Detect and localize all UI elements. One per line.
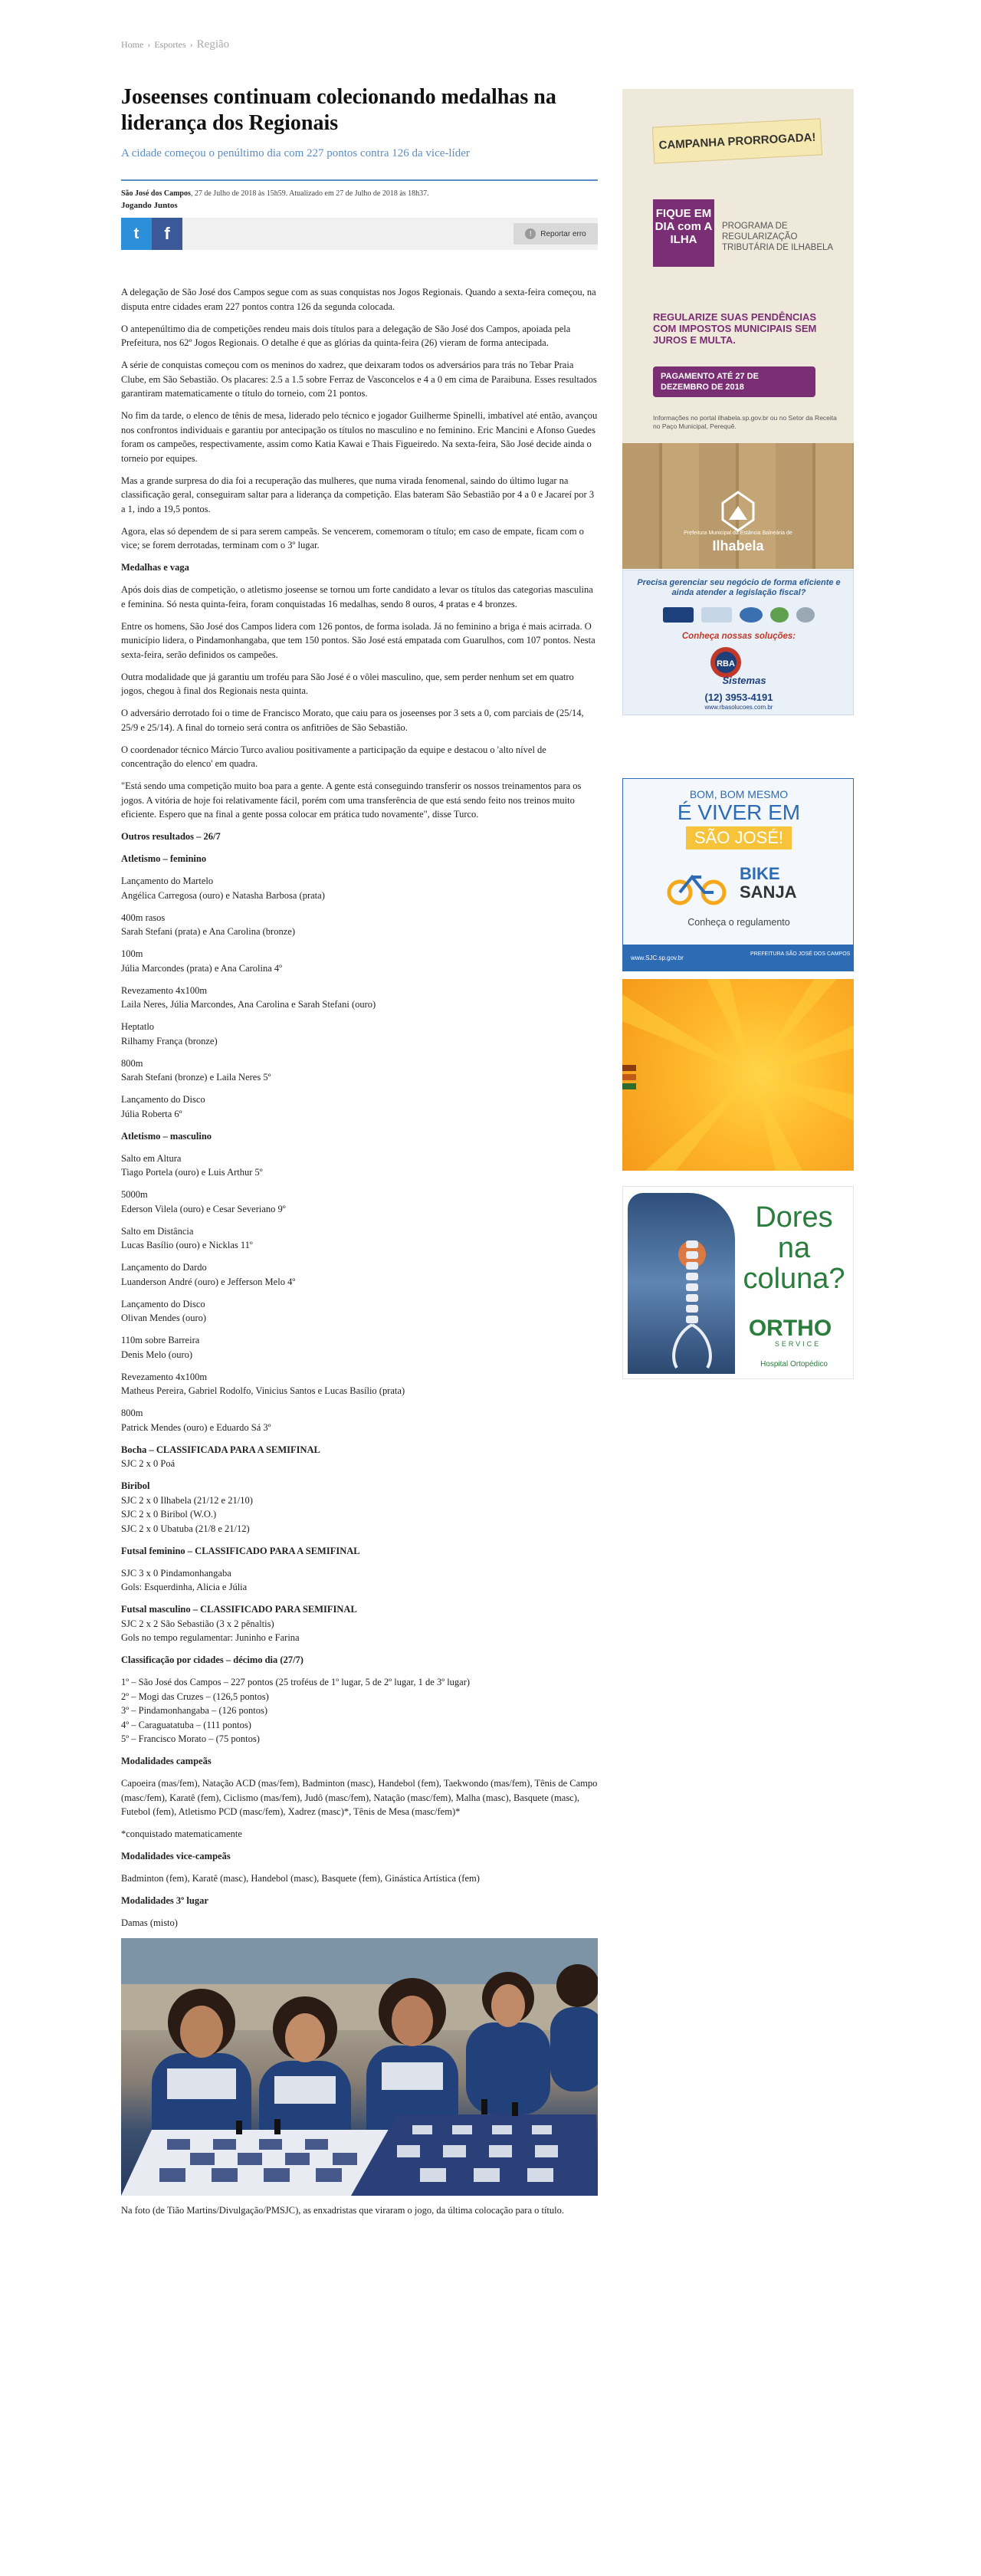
paragraph: SJC 2 x 2 São Sebastião (3 x 2 pênaltis) Gols no tempo regulamentar: Juninho e Farina xyxy=(121,1618,300,1643)
paragraph: Badminton (fem), Karatê (masc), Handebol (masc), Basquete (fem), Ginástica Artística (fem) xyxy=(121,1873,480,1884)
partner-logo-icon xyxy=(796,607,815,623)
breadcrumb xyxy=(121,38,229,51)
rba-brand-sub: Sistemas xyxy=(722,675,766,686)
paragraph: A série de conquistas começou com os meninos do xadrez, que deixaram todos os adversários para trás no Tebar Praia Clube, em São Sebastião. Os placares: 2.5 a 1.5 sobre Ferraz de Vasconcelos e 4 a 0 em cima de Paraibuna. Esses resultados garantiram matematicamente o título do torneio, com 21 pontos. xyxy=(121,360,597,399)
paragraph: *conquistado matematicamente xyxy=(121,1829,242,1839)
ad-site: www.SJC.sp.gov.br xyxy=(631,955,684,961)
sunburst-graphic xyxy=(622,979,854,1171)
report-error-label: Reportar erro xyxy=(540,229,586,238)
warning-icon: ! xyxy=(525,228,536,239)
section-heading: Modalidades vice-campeãs xyxy=(121,1851,231,1861)
ad-site: www.rbasolucoes.com.br xyxy=(704,704,773,711)
ad-know-text: Conheça nossas soluções: xyxy=(681,632,796,641)
partner-logo-icon xyxy=(740,607,763,623)
paragraph: 800m Sarah Stefani (bronze) e Laila Neres 5º xyxy=(121,1057,271,1083)
title-divider xyxy=(121,179,598,181)
spine-icon xyxy=(654,1217,723,1371)
ad-brand: ORTHO xyxy=(748,1316,832,1341)
article-subtitle: A cidade começou o penúltimo dia com 227 pontos contra 126 da vice-líder xyxy=(121,147,470,159)
paragraph: Revezamento 4x100m Laila Neres, Júlia Marcondes, Ana Carolina e Sarah Stefani (ouro) xyxy=(121,984,376,1010)
section-heading: Futsal feminino – CLASSIFICADO PARA A SEMIFINAL xyxy=(121,1545,360,1556)
player-figure xyxy=(550,1964,598,2091)
article-body xyxy=(121,285,598,1930)
paragraph: SJC 2 x 0 Poá xyxy=(121,1458,176,1469)
paragraph: SJC 3 x 0 Pindamonhangaba Gols: Esquerdinha, Alicia e Júlia xyxy=(121,1567,248,1592)
breadcrumb-home-link[interactable]: Home xyxy=(121,39,144,50)
section-heading: Atletismo – feminino xyxy=(121,853,207,864)
paragraph: 5000m Ederson Vilela (ouro) e Cesar Severiano 9º xyxy=(121,1189,286,1214)
ad-phone: (12) 3953-4191 xyxy=(704,692,773,703)
sat-logo-icon xyxy=(663,607,694,623)
twitter-share-button[interactable] xyxy=(121,218,152,250)
section-heading: Biribol xyxy=(121,1480,150,1491)
photo-caption: Na foto (de Tião Martins/Divulgação/PMSJC), as enxadristas que viraram o jogo, da última colocação para o título. xyxy=(121,2205,565,2216)
ad-logo-subtitle: Prefeitura Municipal da Estância Balneária de xyxy=(684,531,792,536)
stripe xyxy=(622,1083,636,1089)
ad-logo-text: Ilhabela xyxy=(712,538,764,554)
section-heading: Modalidades campeãs xyxy=(121,1756,212,1766)
article-title: Joseenses continuam colecionando medalhas na liderança dos Regionais xyxy=(121,85,556,135)
partner-logo-icon xyxy=(770,607,789,623)
rba-brand: RBA xyxy=(717,659,735,669)
ad-info-text: Informações no portal ilhabela.sp.gov.br ou no Setor da Receita no Paço Municipal, Perequê. xyxy=(653,414,837,430)
rba-logo-icon xyxy=(697,646,781,688)
ad-regulation-text: Conheça o regulamento xyxy=(687,917,790,928)
ad-line-3: SÃO JOSÉ! xyxy=(686,826,792,849)
paragraph: O adversário derrotado foi o time de Francisco Morato, que caiu para os joseenses por 3 sets a 0, com parciais de (25/14, 25/9 e 25/14). A final do torneio será contra os anfitriões de São Sebastião. xyxy=(121,708,584,733)
ad-hospital: Hospital Ortopédico xyxy=(760,1360,828,1368)
article xyxy=(121,84,598,2217)
article-place: São José dos Campos xyxy=(121,189,191,198)
ad-partner-logos xyxy=(654,606,824,624)
ad-bike-sanja[interactable] xyxy=(622,778,854,971)
paragraph: Salto em Distância Lucas Basílio (ouro) e Nicklas 11º xyxy=(121,1225,253,1250)
stripe xyxy=(622,1065,636,1071)
breadcrumb-separator: › xyxy=(147,39,151,50)
ad-campaign-tag: CAMPANHA PRORROGADA! xyxy=(652,118,822,163)
paragraph: Mas a grande surpresa do dia foi a recuperação das mulheres, que numa virada fenomenal, saindo do último lugar na classificação geral, conseguiram saltar para a liderança da competição. Elas bateram São Sebastião por 4 a 0 e Jacareí por 3 a 1, indo a 19,5 pontos. xyxy=(121,475,595,514)
breadcrumb-current: Região xyxy=(196,38,230,51)
paragraph: Agora, elas só dependem de si para serem campeãs. Se vencerem, comemoram o título; em caso de empate, ficam com o vice; se forem derrotadas, terminam com o 3º lugar. xyxy=(121,525,584,550)
ad-line-2: É VIVER EM xyxy=(677,800,801,824)
twitter-icon: t xyxy=(133,225,139,242)
paragraph: A delegação de São José dos Campos segue com as suas conquistas nos Jogos Regionais. Quando a sexta-feira começou, na disputa entre cidades eram 227 pontos contra 126 da segunda colocada. xyxy=(121,287,596,312)
paragraph: Lançamento do Dardo Luanderson André (ouro) e Jefferson Melo 4º xyxy=(121,1262,296,1287)
paragraph: Salto em Altura Tiago Portela (ouro) e Luis Arthur 5º xyxy=(121,1152,263,1178)
paragraph: Lançamento do Disco Olivan Mendes (ouro) xyxy=(121,1298,207,1323)
paragraph: Entre os homens, São José dos Campos lidera com 126 pontos, de forma isolada. Já no feminino a briga é mais acirrada. O município lidera, o Pindamonhangaba, que tem 150 pontos. São José está empatada com Guarulhos, com 107 pontos. Nesta sexta-feira, serão definidos os campeões. xyxy=(121,620,595,660)
paragraph: 800m Patrick Mendes (ouro) e Eduardo Sá 3º xyxy=(121,1408,271,1433)
paragraph: Após dois dias de competição, o atletismo joseense se tornou um forte candidato a levar os títulos das categorias masculina e feminina. Só nesta quinta-feira, foram conquistadas 16 medalhas, sendo 8 ouros, 4 pratas e 4 bronzes. xyxy=(121,584,593,610)
ad-line-1: BOM, BOM MESMO xyxy=(689,788,789,800)
paragraph: Capoeira (mas/fem), Natação ACD (mas/fem), Badminton (masc), Handebol (fem), Taekwondo (mas/fem), Tênis de Campo (masc/fem), Karatê (fem), Ciclismo (mas/fem), Judô (masc/fem), Natação (masc/fem), Malha (masc), Basquete (masc), Futebol (fem), Atletismo PCD (masc/fem), Xadrez (masc)*, Tênis de Mesa (masc/fem)* xyxy=(121,1778,598,1817)
share-bar xyxy=(121,218,598,250)
paragraph: 1º – São José dos Campos – 227 pontos (25 troféus de 1º lugar, 5 de 2º lugar, 1 de 3º lugar) 2º – Mogi das Cruzes – (126,5 pontos) 3º – Pindamonhangaba – (126 pontos) 4º – Caraguatatuba – (111 pontos) 5º – Francisco Morato – (75 pontos) xyxy=(121,1677,471,1744)
bicycle-icon xyxy=(666,865,727,908)
section-heading: Bocha – CLASSIFICADA PARA A SEMIFINAL xyxy=(121,1444,320,1455)
nota-fiscal-logo-icon xyxy=(701,607,732,623)
ad-ilhabela[interactable] xyxy=(622,89,854,569)
article-dates: , 27 de Julho de 2018 às 15h59. Atualizado em 27 de Julho de 2018 às 18h37. xyxy=(190,189,429,198)
ad-payment-banner: PAGAMENTO ATÉ 27 DE DEZEMBRO DE 2018 xyxy=(653,366,815,397)
chess-players-photo xyxy=(121,1938,598,2196)
ad-question: Precisa gerenciar seu negócio de forma eficiente e ainda atender a legislação fiscal? xyxy=(637,578,841,597)
article-author: Jogando Juntos xyxy=(121,201,178,210)
paragraph: O coordenador técnico Márcio Turco avaliou positivamente a participação da equipe e destacou o 'alto nível de concentração do elenco' em quadra. xyxy=(121,744,546,769)
paragraph: Lançamento do Disco Júlia Roberta 6º xyxy=(121,1094,205,1119)
paragraph: Revezamento 4x100m Matheus Pereira, Gabriel Rodolfo, Vinicius Santos e Lucas Basílio (prata) xyxy=(121,1371,405,1396)
section-heading: Outros resultados – 26/7 xyxy=(121,831,221,842)
section-heading: Modalidades 3º lugar xyxy=(121,1895,208,1906)
ad-bike-name-2: SANJA xyxy=(740,882,797,902)
ad-bike-name-1: BIKE xyxy=(740,864,780,883)
breadcrumb-separator: › xyxy=(189,39,193,50)
section-heading: Classificação por cidades – décimo dia (27/7) xyxy=(121,1654,303,1665)
report-error-button[interactable] xyxy=(513,223,598,245)
ad-orange-banner[interactable] xyxy=(622,979,854,1171)
paragraph: SJC 2 x 0 Ilhabela (21/12 e 21/10) SJC 2 x 0 Biribol (W.O.) SJC 2 x 0 Ubatuba (21/8 e 21/12) xyxy=(121,1494,253,1534)
article-meta xyxy=(121,189,598,199)
ad-question: Dores na coluna? xyxy=(743,1201,845,1295)
paragraph: Heptatlo Rilhamy França (bronze) xyxy=(121,1021,218,1046)
paragraph: No fim da tarde, o elenco de tênis de mesa, liderado pelo técnico e jogador Guilherme Spinelli, imbatível até então, avançou nos confrontos individuais e garantiu por antecipação os títulos no masculino e no feminino. Eric Mancini e Afonso Guedes foram os campeões, respectivamente, assim como Katia Kawai e Thais Figueiredo. Na sexta-feira, São José decide ainda o torneio por equipes. xyxy=(121,410,598,464)
breadcrumb-section-link[interactable]: Esportes xyxy=(154,39,186,50)
stripe xyxy=(622,1074,636,1080)
paragraph: Lançamento do Martelo Angélica Carregosa (ouro) e Natasha Barbosa (prata) xyxy=(121,876,325,901)
ad-badge: FIQUE EM DIA com A ILHA xyxy=(653,199,714,267)
ad-prefeitura: PREFEITURA SÃO JOSÉ DOS CAMPOS xyxy=(750,951,851,957)
ad-ortho-service[interactable] xyxy=(622,1186,854,1379)
paragraph: 100m Júlia Marcondes (prata) e Ana Carolina 4º xyxy=(121,948,283,974)
section-heading: Futsal masculino – CLASSIFICADO PARA SEMIFINAL xyxy=(121,1604,357,1615)
ad-brand-service: SERVICE xyxy=(774,1340,822,1348)
facebook-icon: f xyxy=(164,224,170,243)
paragraph: O antepenúltimo dia de competições rendeu mais dois títulos para a delegação de São José dos Campos, apoiada pela Prefeitura, nos 62º Jogos Regionais. O detalhe é que as glórias da quinta-feira (26) vieram de forma antecipada. xyxy=(121,323,571,348)
section-heading: Medalhas e vaga xyxy=(121,562,189,573)
paragraph: 110m sobre Barreira Denis Melo (ouro) xyxy=(121,1335,200,1360)
facebook-share-button[interactable] xyxy=(152,218,182,250)
ad-regularize-text: REGULARIZE SUAS PENDÊNCIAS COM IMPOSTOS MUNICIPAIS SEM JUROS E MULTA. xyxy=(653,311,817,346)
ilhabela-logo-icon xyxy=(714,489,763,535)
paragraph: Damas (misto) xyxy=(121,1917,178,1928)
section-heading: Atletismo – masculino xyxy=(121,1130,212,1142)
paragraph: 400m rasos Sarah Stefani (prata) e Ana Carolina (bronze) xyxy=(121,912,295,937)
paragraph: "Está sendo uma competição muito boa para a gente. A gente está conseguindo transferir os nossos treinamentos para os jogos. A vitória de hoje foi relativamente fácil, porém com uma transferência de que está sendo feito nos treinos muito eficiente. Espero que na final a gente possa colocar em prática tudo novamente", disse Turco. xyxy=(121,780,582,820)
ad-program-text: PROGRAMA DE REGULARIZAÇÃO TRIBUTÁRIA DE ILHABELA xyxy=(722,222,834,252)
paragraph: Outra modalidade que já garantiu um troféu para São José é o vôlei masculino, que, sem perder nenhum set em quatro jogos, chegou à final dos Regionais nesta quinta. xyxy=(121,671,574,696)
article-photo xyxy=(121,1938,598,2196)
ad-rba-sistemas[interactable] xyxy=(622,570,854,715)
